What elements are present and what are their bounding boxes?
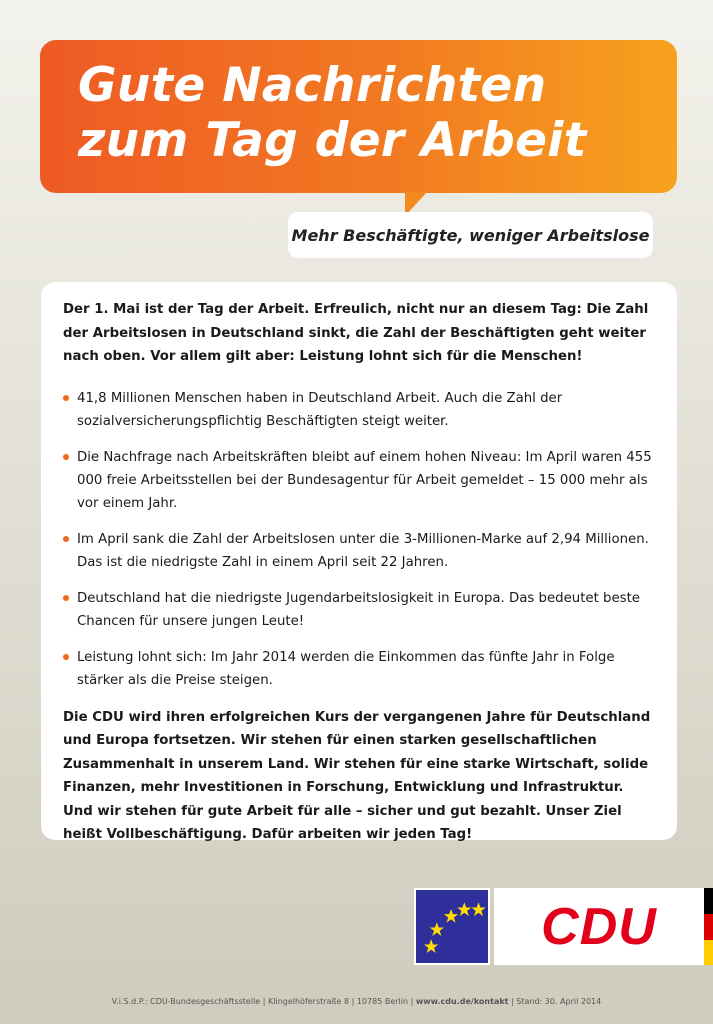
list-item	[63, 646, 653, 692]
subheadline-box	[288, 212, 653, 258]
headline-line-1: Gute Nachrichten	[78, 58, 547, 113]
bullet-list	[63, 387, 653, 692]
bullet-text: 41,8 Millionen Menschen haben in Deutschland Arbeit. Auch die Zahl der sozialversicherungspflichtig Beschäftigten steigt weiter.	[77, 390, 563, 429]
headline-line-2: zum Tag der Arbeit	[78, 113, 587, 168]
cdu-logo-box	[494, 888, 704, 965]
list-item	[63, 387, 653, 433]
footer-link[interactable]: www.cdu.de/kontakt	[415, 997, 509, 1006]
flag-stripe-black	[704, 888, 713, 914]
bullet-text: Im April sank die Zahl der Arbeitslosen unter die 3-Millionen-Marke auf 2,94 Millionen. Das ist die niedrigste Zahl in einem April seit 22 Jahren.	[77, 531, 649, 570]
footer-imprint	[0, 997, 713, 1006]
list-item	[63, 446, 653, 515]
headline	[78, 58, 677, 168]
bullet-icon	[63, 395, 69, 401]
star-icons	[424, 902, 486, 953]
list-item	[63, 587, 653, 633]
eu-stars-icon	[416, 890, 488, 963]
flag-stripe-gold	[704, 940, 713, 965]
closing-paragraph: Die CDU wird ihren erfolgreichen Kurs der vergangenen Jahre für Deutschland und Europa fortsetzen. Wir stehen für einen starken gesellschaftlichen Zusammenhalt in unserem Land. Wir stehen für eine starke Wirtschaft, solide Finanzen, mehr Investitionen in Forschung, Entwicklung und Infrastruktur. Und wir stehen für gute Arbeit für alle – sicher und gut bezahlt. Unser Ziel heißt Vollbeschäftigung. Dafür arbeiten wir jeden Tag!	[63, 709, 651, 842]
star-icon	[430, 922, 444, 936]
star-icon	[457, 902, 471, 916]
eu-flag-icon	[414, 888, 490, 965]
bullet-text: Leistung lohnt sich: Im Jahr 2014 werden die Einkommen das fünfte Jahr in Folge stärker als die Preise steigen.	[77, 649, 615, 688]
bullet-text: Die Nachfrage nach Arbeitskräften bleibt auf einem hohen Niveau: Im April waren 455 000 freie Arbeitsstellen bei der Bundesagentur für Arbeit gemeldet – 15 000 mehr als vor einem Jahr.	[77, 449, 652, 511]
bullet-icon	[63, 536, 69, 542]
star-icon	[471, 902, 485, 916]
footer-text-suffix: | Stand: 30. April 2014	[508, 997, 602, 1006]
bullet-icon	[63, 454, 69, 460]
star-icon	[444, 909, 458, 923]
star-icon	[424, 939, 438, 953]
cdu-logo: CDU	[541, 897, 657, 956]
headline-banner	[40, 40, 677, 193]
subheadline: Mehr Beschäftigte, weniger Arbeitslose	[291, 225, 650, 245]
content-card	[41, 282, 677, 840]
footer-text-prefix: V.i.S.d.P.: CDU-Bundesgeschäftsstelle | Klingelhöferstraße 8 | 10785 Berlin |	[111, 997, 416, 1006]
bullet-text: Deutschland hat die niedrigste Jugendarbeitslosigkeit in Europa. Das bedeutet beste Chancen für unsere jungen Leute!	[77, 590, 640, 629]
flag-stripe-red	[704, 914, 713, 940]
bullet-icon	[63, 595, 69, 601]
bullet-icon	[63, 654, 69, 660]
list-item	[63, 528, 653, 574]
intro-paragraph: Der 1. Mai ist der Tag der Arbeit. Erfreulich, nicht nur an diesem Tag: Die Zahl der Arbeitslosen in Deutschland sinkt, die Zahl der Beschäftigten geht weiter nach oben. Vor allem gilt aber: Leistung lohnt sich für die Menschen!	[63, 302, 649, 364]
